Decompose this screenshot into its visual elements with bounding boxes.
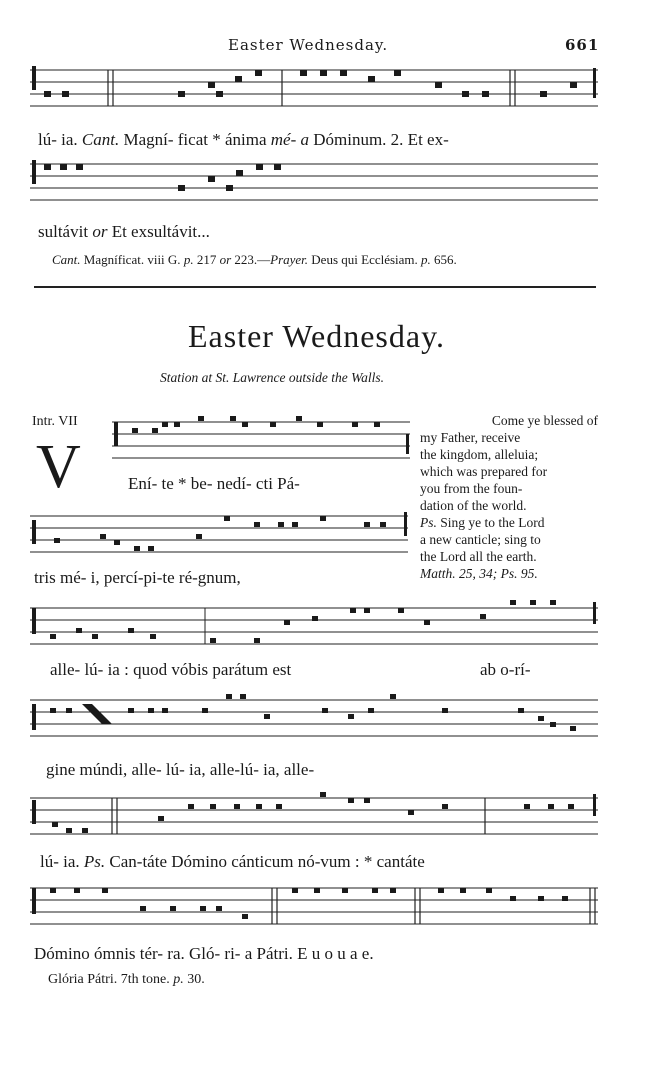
rubric-cant: Cant. — [81, 130, 120, 149]
lyric-line: alle- lú- ia : quod vóbis parátum est — [50, 660, 292, 679]
translation-line: the Lord all the earth. — [420, 549, 537, 564]
page-title: Easter Wednesday. — [188, 318, 445, 354]
chant-staff — [30, 62, 598, 124]
chant-staff — [30, 878, 598, 938]
staff-lines — [30, 690, 598, 748]
rubric-cant: Cant. — [52, 252, 81, 267]
reference-text: 30. — [183, 972, 205, 987]
running-header: Easter Wednesday. — [228, 36, 389, 54]
lyric-line — [38, 130, 449, 150]
station-subtitle: Station at St. Lawrence outside the Walls. — [160, 370, 384, 385]
scripture-reference — [420, 565, 598, 582]
translation-line — [420, 514, 598, 531]
chant-staff — [30, 598, 598, 656]
staff-lines — [30, 508, 408, 564]
chant-staff — [112, 414, 410, 470]
ref-text: 217 — [193, 252, 220, 267]
lyric-line: Dómino ómnis tér- ra. Gló- ri- a Pátri. E u o u a e. — [34, 944, 374, 963]
ref-text: Magníficat. viii G. — [80, 252, 184, 267]
gloria-reference — [48, 972, 205, 988]
chant-staff — [30, 690, 598, 748]
reference-line — [52, 252, 457, 268]
ref-p: p. — [173, 972, 184, 987]
rubric-or: or — [92, 222, 108, 241]
lyric-line: Ení- te * be- nedí- cti Pá- — [128, 474, 300, 493]
translation-line: which was prepared for — [420, 464, 548, 479]
translation-line: the kingdom, alleluia; — [420, 447, 539, 462]
translation-line: dation of the world. — [420, 498, 527, 513]
translation-block — [420, 412, 598, 582]
lyric-line: ab o-rí- — [480, 660, 531, 679]
chant-staff — [30, 790, 598, 846]
translation-line: my Father, receive — [420, 430, 521, 445]
lyric-text: Et exsultávit... — [107, 222, 210, 241]
ref-text: 223.— — [231, 252, 271, 267]
translation-line: Come ye blessed of — [491, 413, 598, 428]
lyric-line — [40, 852, 425, 872]
staff-lines — [30, 790, 598, 846]
rubric-ps: Ps. — [83, 852, 106, 871]
page-number: 661 — [565, 36, 600, 54]
translation-text: Sing ye to the Lord — [436, 515, 545, 530]
ref-text: 656. — [430, 252, 457, 267]
ref-p: p. — [421, 252, 431, 267]
ref-or: or — [219, 252, 232, 267]
staff-lines — [112, 414, 410, 470]
lyric-text: lú- ia. — [38, 130, 82, 149]
lyric-text: lú- ia. — [40, 852, 84, 871]
lyric-line — [38, 222, 210, 242]
rubric-prayer: Prayer. — [270, 252, 309, 267]
lyric-text: Magní- ficat * ánima — [119, 130, 271, 149]
translation-line: you from the foun- — [420, 481, 523, 496]
rubric-ps: Ps. — [420, 515, 437, 530]
chant-staff — [30, 156, 598, 216]
lyric-italic: mé- a — [270, 130, 309, 149]
lyric-text: Dóminum. 2. Et ex- — [308, 130, 449, 149]
staff-lines — [30, 62, 598, 124]
chant-staff — [30, 508, 408, 564]
reference-text: Matth. 25, 34; Ps. 95. — [420, 566, 538, 581]
initial-letter: V — [36, 433, 81, 501]
lyric-line: gine múndi, alle- lú- ia, alle-lú- ia, alle- — [46, 760, 315, 779]
lyric-text: Can-táte Dómino cánticum nó-vum : * cantáte — [105, 852, 425, 871]
staff-lines — [30, 878, 598, 938]
ref-p: p. — [183, 252, 194, 267]
staff-lines — [30, 156, 598, 216]
translation-line: a new canticle; sing to — [420, 532, 541, 547]
ref-text: Deus qui Ecclésiam. — [308, 252, 422, 267]
staff-lines — [30, 598, 598, 656]
introit-label: Intr. VII — [32, 414, 78, 429]
section-divider — [34, 286, 596, 288]
lyric-line: tris mé- i, percí-pi-te ré-gnum, — [34, 568, 241, 587]
lyric-text: sultávit — [38, 222, 93, 241]
reference-text: Glória Pátri. 7th tone. — [48, 972, 174, 987]
